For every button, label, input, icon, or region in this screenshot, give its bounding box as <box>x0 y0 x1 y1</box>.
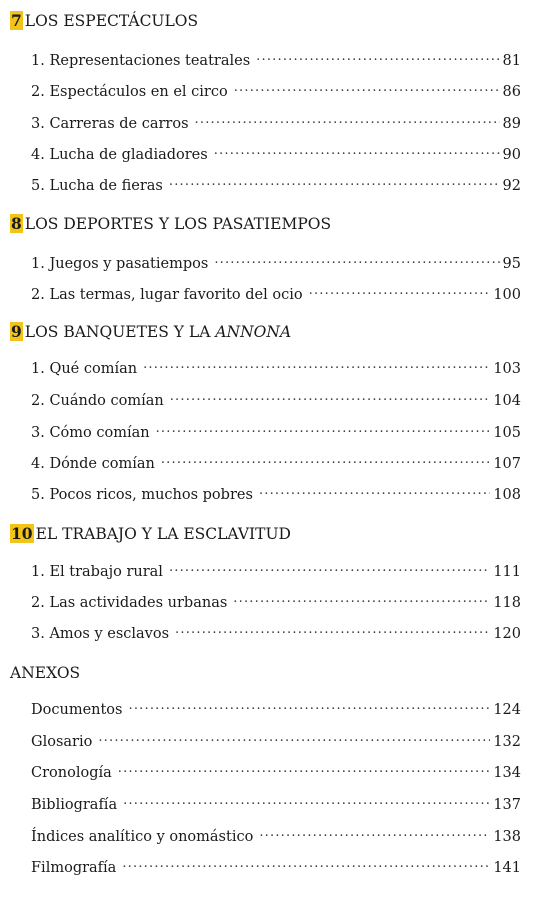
leader-dots <box>256 51 499 65</box>
entry-label: 2. Cuándo comían <box>31 393 164 409</box>
entry-page: 118 <box>493 595 521 611</box>
leader-dots <box>122 858 490 872</box>
section-heading <box>10 321 291 343</box>
leader-dots <box>234 82 500 96</box>
entry-page: 95 <box>502 256 521 272</box>
entry-label: 3. Carreras de carros <box>31 116 189 132</box>
leader-dots <box>175 624 490 638</box>
section-title: ANEXOS <box>10 664 81 682</box>
toc-entry[interactable] <box>31 285 521 305</box>
leader-dots <box>259 827 490 841</box>
entry-label: 4. Dónde comían <box>31 456 155 472</box>
entry-page: 107 <box>493 456 521 472</box>
toc-entry[interactable] <box>31 454 521 474</box>
entry-label: 1. Qué comían <box>31 361 138 377</box>
section-number: 7 <box>11 11 22 30</box>
leader-dots <box>169 176 500 190</box>
toc-entry[interactable] <box>31 359 521 379</box>
leader-dots <box>233 593 490 607</box>
leader-dots <box>156 423 491 437</box>
entry-label: 1. El trabajo rural <box>31 564 163 580</box>
leader-dots <box>128 700 490 714</box>
toc-entry[interactable] <box>31 51 521 71</box>
entry-page: 104 <box>493 393 521 409</box>
entry-label: Índices analítico y onomástico <box>31 829 254 845</box>
entry-label: Filmografía <box>31 860 117 876</box>
entry-page: 92 <box>502 178 521 194</box>
entry-label: 5. Lucha de fieras <box>31 178 163 194</box>
entry-page: 89 <box>502 116 521 132</box>
entry-page: 134 <box>493 765 521 781</box>
entry-page: 132 <box>493 734 521 750</box>
leader-dots <box>214 254 499 268</box>
toc-entry[interactable] <box>31 485 521 505</box>
toc-entry[interactable] <box>31 858 521 878</box>
entry-page: 103 <box>493 361 521 377</box>
section-number: 10 <box>11 524 33 543</box>
toc-entry[interactable] <box>31 795 521 815</box>
toc-entry[interactable] <box>31 114 521 134</box>
section-heading <box>10 523 291 545</box>
entry-page: 86 <box>502 84 521 100</box>
toc-entry[interactable] <box>31 391 521 411</box>
entry-page: 105 <box>493 425 521 441</box>
section-title: EL TRABAJO Y LA ESCLAVITUD <box>35 525 291 543</box>
leader-dots <box>98 732 490 746</box>
entry-label: 1. Representaciones teatrales <box>31 53 251 69</box>
leader-dots <box>169 562 490 576</box>
toc-entry[interactable] <box>31 732 521 752</box>
leader-dots <box>118 763 491 777</box>
entry-label: 1. Juegos y pasatiempos <box>31 256 209 272</box>
toc-entry[interactable] <box>31 593 521 613</box>
entry-page: 111 <box>493 564 521 580</box>
leader-dots <box>170 391 491 405</box>
section-number: 9 <box>11 322 22 341</box>
toc-entry[interactable] <box>31 176 521 196</box>
leader-dots <box>195 114 500 128</box>
entry-label: 3. Cómo comían <box>31 425 150 441</box>
leader-dots <box>161 454 490 468</box>
leader-dots <box>214 145 500 159</box>
section-heading <box>10 10 198 32</box>
section-title-italic: ANNONA <box>215 323 292 341</box>
entry-label: 5. Pocos ricos, muchos pobres <box>31 487 253 503</box>
toc-entry[interactable] <box>31 827 521 847</box>
entry-label: 2. Las actividades urbanas <box>31 595 228 611</box>
entry-page: 81 <box>502 53 521 69</box>
toc-entry[interactable] <box>31 562 521 582</box>
entry-page: 138 <box>493 829 521 845</box>
toc-entry[interactable] <box>31 763 521 783</box>
entry-label: Cronología <box>31 765 112 781</box>
section-title: LOS BANQUETES Y LA <box>24 323 216 341</box>
section-heading <box>10 213 331 235</box>
section-number: 8 <box>11 214 22 233</box>
entry-label: 2. Espectáculos en el circo <box>31 84 228 100</box>
entry-page: 137 <box>493 797 521 813</box>
leader-dots <box>309 285 491 299</box>
entry-page: 124 <box>493 702 521 718</box>
toc-entry[interactable] <box>31 700 521 720</box>
toc-entry[interactable] <box>31 624 521 644</box>
toc-entry[interactable] <box>31 254 521 274</box>
entry-page: 108 <box>493 487 521 503</box>
entry-page: 90 <box>502 147 521 163</box>
leader-dots <box>123 795 490 809</box>
leader-dots <box>259 485 490 499</box>
toc-entry[interactable] <box>31 82 521 102</box>
entry-label: Documentos <box>31 702 123 718</box>
entry-label: Glosario <box>31 734 93 750</box>
entry-page: 120 <box>493 626 521 642</box>
entry-label: 3. Amos y esclavos <box>31 626 170 642</box>
section-title: LOS ESPECTÁCULOS <box>24 12 199 30</box>
toc-entry[interactable] <box>31 145 521 165</box>
section-title: LOS DEPORTES Y LOS PASATIEMPOS <box>24 215 332 233</box>
entry-label: 2. Las termas, lugar favorito del ocio <box>31 287 303 303</box>
entry-page: 141 <box>493 860 521 876</box>
entry-page: 100 <box>493 287 521 303</box>
leader-dots <box>143 359 490 373</box>
entry-label: 4. Lucha de gladiadores <box>31 147 208 163</box>
toc-entry[interactable] <box>31 423 521 443</box>
entry-label: Bibliografía <box>31 797 118 813</box>
section-heading <box>10 662 80 684</box>
